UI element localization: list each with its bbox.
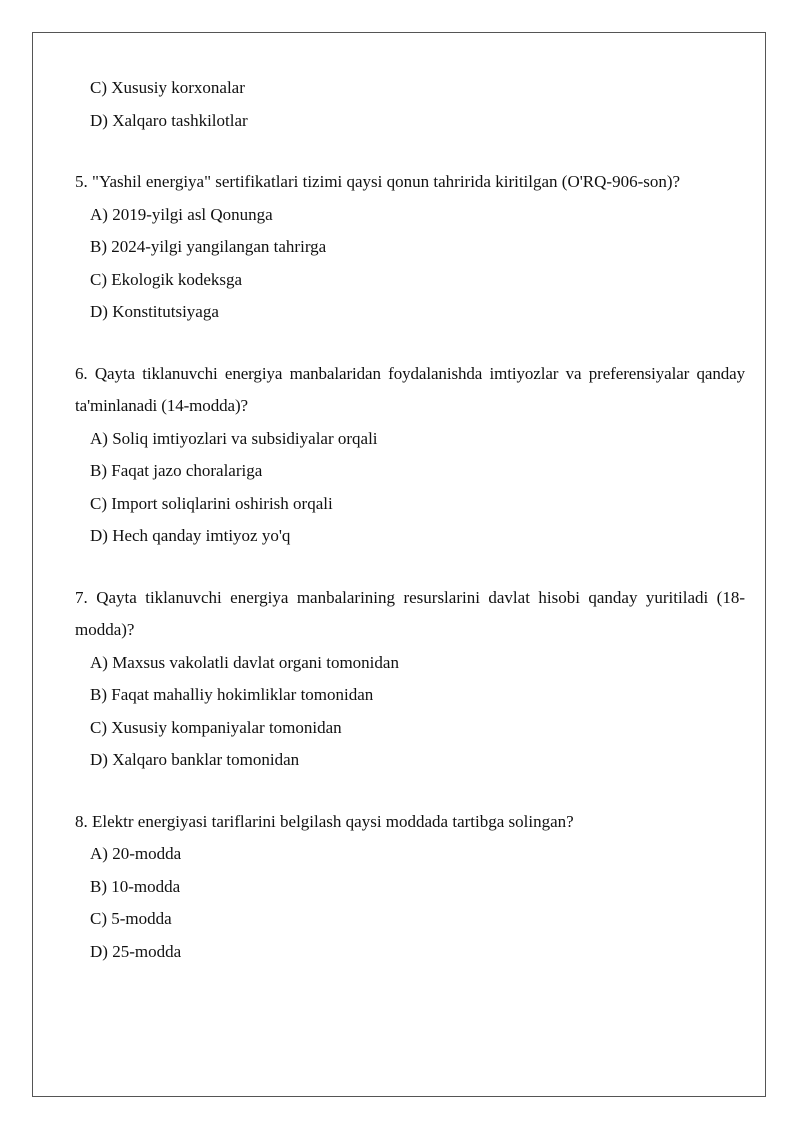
option-d: D) Xalqaro tashkilotlar [90,110,248,130]
option-c: C) Xususiy korxonalar [90,78,245,97]
option-d: D) Konstitutsiyaga [90,302,219,321]
option-d: D) Xalqaro banklar tomonidan [90,750,300,769]
option-c: C) Xususiy kompaniyalar tomonidan [90,717,342,737]
question-8 [75,806,745,969]
option-d: D) Hech qanday imtiyoz yo'q [90,526,291,545]
option-a: A) 2019-yilgi asl Qonunga [90,204,273,224]
option-a: A) Soliq imtiyozlari va subsidiyalar orqali [90,428,378,448]
quiz-content [75,72,745,968]
question-text: 5. "Yashil energiya" sertifikatlari tizimi qaysi qonun tahririda kiritilgan (O'RQ-906-son)? [75,172,681,191]
option-c: C) Ekologik kodeksga [90,269,243,289]
option-b: B) 10-modda [90,876,181,896]
option-c: C) 5-modda [90,909,172,928]
option-b: B) Faqat mahalliy hokimliklar tomonidan [90,685,374,704]
question-text: 8. Elektr energiyasi tariflarini belgilash qaysi moddada tartibga solingan? [75,811,574,831]
question-5 [75,166,745,329]
question-7 [75,582,745,777]
question-text: 7. Qayta tiklanuvchi energiya manbalarining resurslarini davlat hisobi qanday yuritiladi (18-modda)? [75,587,745,639]
question-6 [75,358,745,553]
option-c: C) Import soliqlarini oshirish orqali [90,493,333,513]
option-a: A) 20-modda [90,844,182,863]
option-a: A) Maxsus vakolatli davlat organi tomonidan [90,652,399,672]
option-b: B) 2024-yilgi yangilangan tahrirga [90,237,327,256]
option-d: D) 25-modda [90,941,182,961]
question-text: 6. Qayta tiklanuvchi energiya manbalaridan foydalanishda imtiyozlar va preferensiyalar qanday ta'minlanadi (14-modda)? [75,363,745,415]
previous-question-options [75,72,745,137]
option-b: B) Faqat jazo choralariga [90,461,263,480]
